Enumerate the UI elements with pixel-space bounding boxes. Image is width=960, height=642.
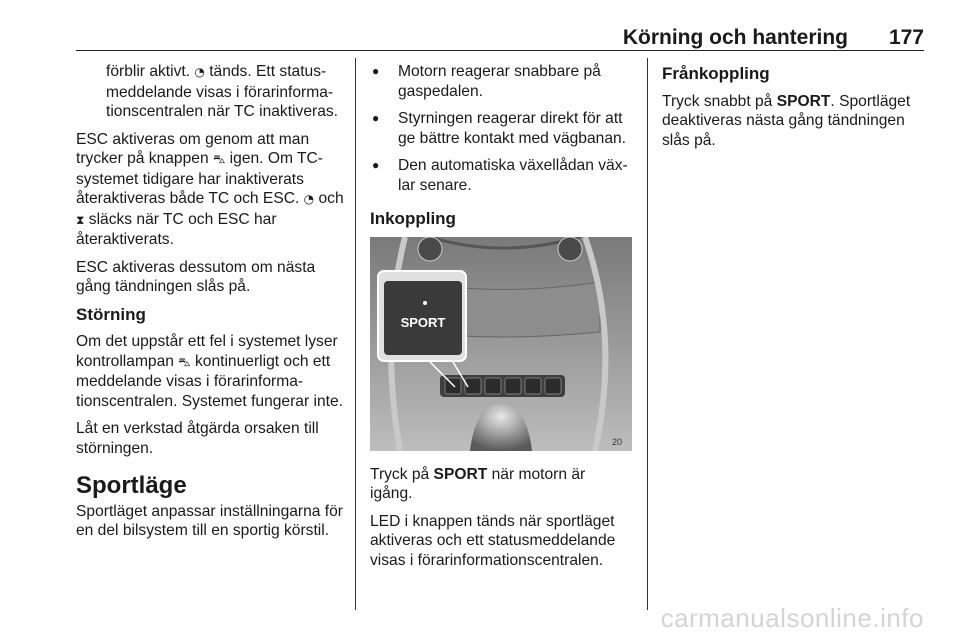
paragraph-esc-ignition: ESC aktiveras dessutom om nästa gång tändningen slås på.: [76, 258, 316, 295]
heading-frankoppling: Frånkoppling: [662, 64, 770, 83]
page-number: 177: [888, 26, 924, 49]
bullet-item: ● Motorn reagerar snabbare på gaspedalen.: [370, 62, 632, 101]
column-divider-2: [647, 58, 648, 610]
heading-storning: Störning: [76, 304, 146, 324]
paragraph-fault: Om det uppstår ett fel i systemet lyser kontrollampan ⛍ kontinuerligt och ett meddelande visas i förarinformationscentralen. Systemet fungerar inte.: [76, 333, 343, 410]
paragraph-esc-reactivate: ESC aktiveras om genom att man trycker på knappen ⛍ igen. Om TC-systemet tidigare har inaktiverats återaktiveras både TC och ESC. ◔ och ⧗ släcks när TC och ESC har återaktiverats.: [76, 130, 344, 248]
paragraph-sport-intro: Sportläget anpassar inställningarna för en del bilsystem till en sportig körstil.: [76, 502, 343, 539]
paragraph-press-sport: Tryck på SPORT när motorn är igång.: [370, 465, 586, 502]
sport-button-label: SPORT: [400, 314, 446, 330]
paragraph-deactivate: Tryck snabbt på SPORT. Sportläget deaktiveras nästa gång tändningen slås på.: [662, 92, 911, 149]
paragraph-led: LED i knappen tänds när sportläget aktiveras och ett statusmeddelande visas i förarinformationscentralen.: [370, 512, 616, 569]
paragraph-tc-status: förblir aktivt. ◔ tänds. Ett statusmeddelande visas i förarinformationscentralen när TC inaktiveras.: [106, 63, 338, 120]
page-header: [76, 26, 924, 51]
esc-off-icon: ◔: [303, 192, 315, 206]
column-2: [370, 62, 632, 578]
heading-sportlage: Sportläge: [76, 472, 187, 499]
bullet-item: ● Styrningen reagerar direkt för att ge bättre kontakt med vägbanan.: [370, 109, 632, 148]
bullet-item: ● Den automatiska växellådan växlar senare.: [370, 156, 632, 195]
esc-off-icon: ◔: [194, 65, 205, 79]
column-divider-1: [355, 58, 356, 610]
watermark: carmanualsonline.info: [660, 603, 924, 633]
tc-off-icon: ⧗: [76, 212, 85, 227]
sport-button-illustration: [370, 237, 632, 451]
skid-car-icon: ⛍: [178, 354, 191, 369]
column-3: [662, 62, 924, 158]
paragraph-workshop: Låt en verkstad åtgärda orsaken till störningen.: [76, 420, 319, 457]
figure-code: 20: [611, 436, 622, 447]
skid-car-icon: ⛍: [212, 152, 226, 166]
heading-inkoppling: Inkoppling: [370, 209, 456, 228]
column-1: [76, 62, 346, 549]
section-title: Körning och hantering: [622, 26, 848, 49]
